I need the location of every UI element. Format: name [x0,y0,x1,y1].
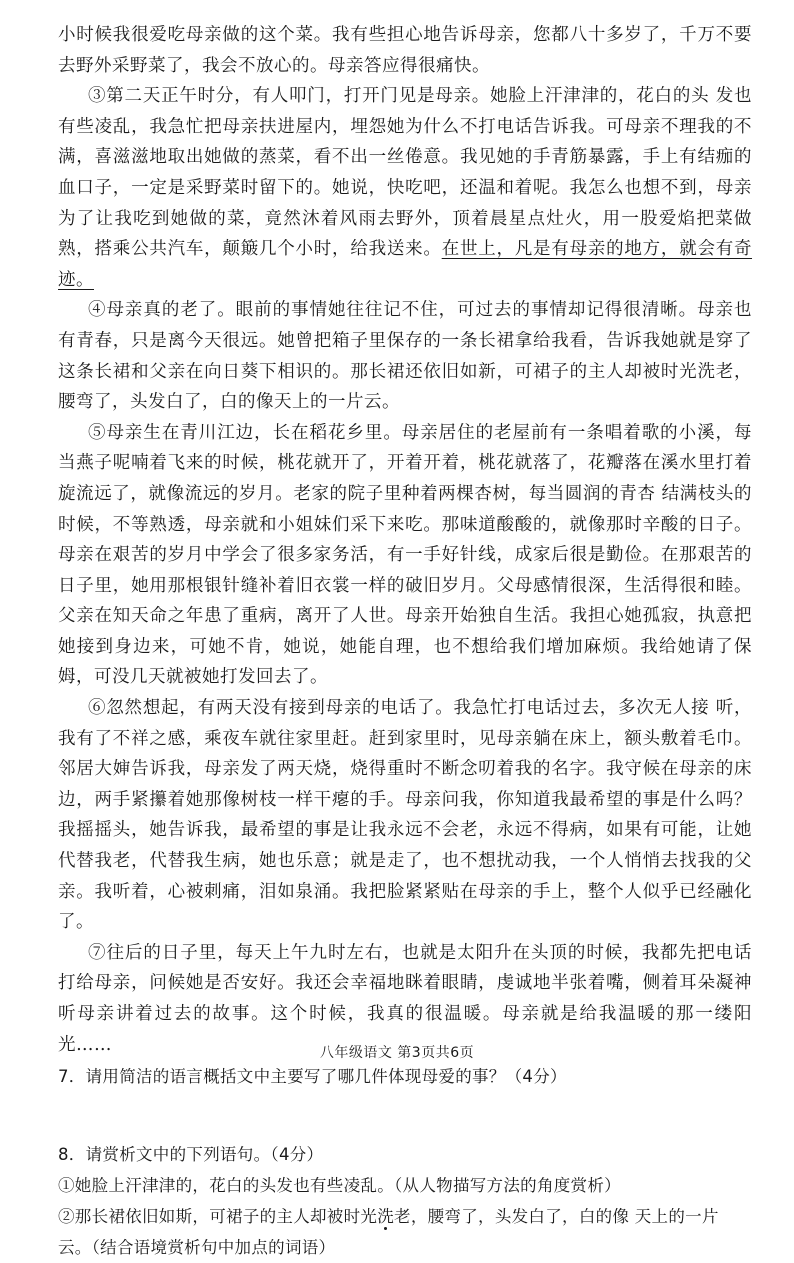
question-7: 7．请用简洁的语言概括文中主要写了哪几件体现母爱的事？（4分） [58,1067,567,1087]
page-footer: 八年级语文 第3页共6页 [319,1045,475,1061]
emphasis-dotted-word: 洗 [377,1207,395,1227]
question-8-item-1: ①她脸上汗津津的，花白的头发也有些凌乱。（从人物描写方法的角度赏析） [58,1176,621,1196]
exam-page [58,20,752,1263]
question-8-item-2 [58,1201,752,1263]
passage-paragraph-5: ⑤母亲生在青川江边，长在稻花乡里。母亲居住的老屋前有一条唱着歌的小溪，每当燕子呢喃着飞来的时候，桃花就开了，开着开着，桃花就落了，花瓣落在溪水里打着旋流远了，就像流远的岁月。老家的院子里种着两棵杏树，每当圆润的青杏 结满枝头的时候，不等熟透，母亲就和小姐妹们采下来吃。那味道酸酸的，就像那时辛酸的日子。母亲在艰苦的岁月中学会了很多家务活，有一手好针线，成家后很是勤俭。在那艰苦的日子里，她用那根银针缝补着旧衣裳一样的破旧岁月。父母感情很深，生活得很和睦。父亲在知天命之年患了重病，离开了人世。母亲开始独自生活。我担心她孤寂，执意把她接到身边来，可她不肯，她说，她能自理，也不想给我们增加麻烦。我给她请了保姆，可没几天就被她打发回去了。 [58,422,752,688]
passage-paragraph-6: ⑥忽然想起，有两天没有接到母亲的电话了。我急忙打电话过去，多次无人接 听，我有了不祥之感，乘夜车就往家里赶。赶到家里时，见母亲躺在床上，额头敷着毛巾。邻居大婶告诉我，母亲发了两天烧，烧得重时不断念叨着我的名字。我守候在母亲的床边，两手紧攥着她那像树枝一样干瘪的手。母亲问我，你知道我最希望的事是什么吗？我摇摇头，她告诉我，最希望的事是让我永远不会老，永远不得病，如果有可能，让她代替我老，代替我生病，她也乐意；就是走了，也不想扰动我，一个人悄悄去找我的父亲。我听着，心被刺痛，泪如泉涌。我把脸紧紧贴在母亲的手上，整个人似乎已经融化了。 [58,698,752,933]
item-2-text-after: 老，腰弯了，头发白了，白的像 天上的一片云。（结合语境赏析句中加点的词语） [58,1207,719,1258]
item-2-text-before: ②那长裙依旧如斯，可裙子的主人却被时光 [58,1207,378,1227]
passage-paragraph-4: ④母亲真的老了。眼前的事情她往往记不住，可过去的事情却记得很清晰。母亲也有青春，只是离今天很远。她曾把箱子里保存的一条长裙拿给我看，告诉我她就是穿了这条长裙和父亲在向日葵下相识的。那长裙还依旧如新，可裙子的主人却被时光洗老，腰弯了，头发白了，白的像天上的一片云。 [58,300,752,413]
passage-paragraph-7: ⑦往后的日子里，每天上午九时左右，也就是太阳升在头顶的时候，我都先把电话打给母亲，问候她是否安好。我还会幸福地眯着眼睛，虔诚地半张着嘴，侧着耳朵凝神听母亲讲着过去的故事。这个时候，我真的很温暖。母亲就是给我温暖的那一缕阳光…… [58,942,752,1055]
passage-paragraph-continued: 小时候我很爱吃母亲做的这个菜。我有些担心地告诉母亲，您都八十多岁了，千万不要去野外采野菜了，我会不放心的。母亲答应得很痛快。 [58,25,752,76]
passage-paragraph-3 [58,81,752,295]
paragraph-3-underlined-sentence: 在世上，凡是有母亲的地方，就会有奇迹。 [58,239,753,290]
paragraph-3-text: ③第二天正午时分，有人叩门，打开门见是母亲。她脸上汗津津的，花白的头 发也有些凌乱，我急忙把母亲扶进屋内，埋怨她为什么不打电话告诉我。可母亲不理我的不满，喜滋滋地取出她做的蒸菜，看不出一丝倦意。我见她的手青筋暴露，手上有结痂的血口子，一定是采野菜时留下的。她说，快吃吧，还温和着呢。我怎么也想不到，母亲为了让我吃到她做的菜，竟然沐着风雨去野外，顶着晨星点灶火，用一股爱焰把菜做熟，搭乘公共汽车，颠簸几个小时，给我送来。 [58,86,752,260]
question-8: 8．请赏析文中的下列语句。（4分） [58,1145,324,1165]
